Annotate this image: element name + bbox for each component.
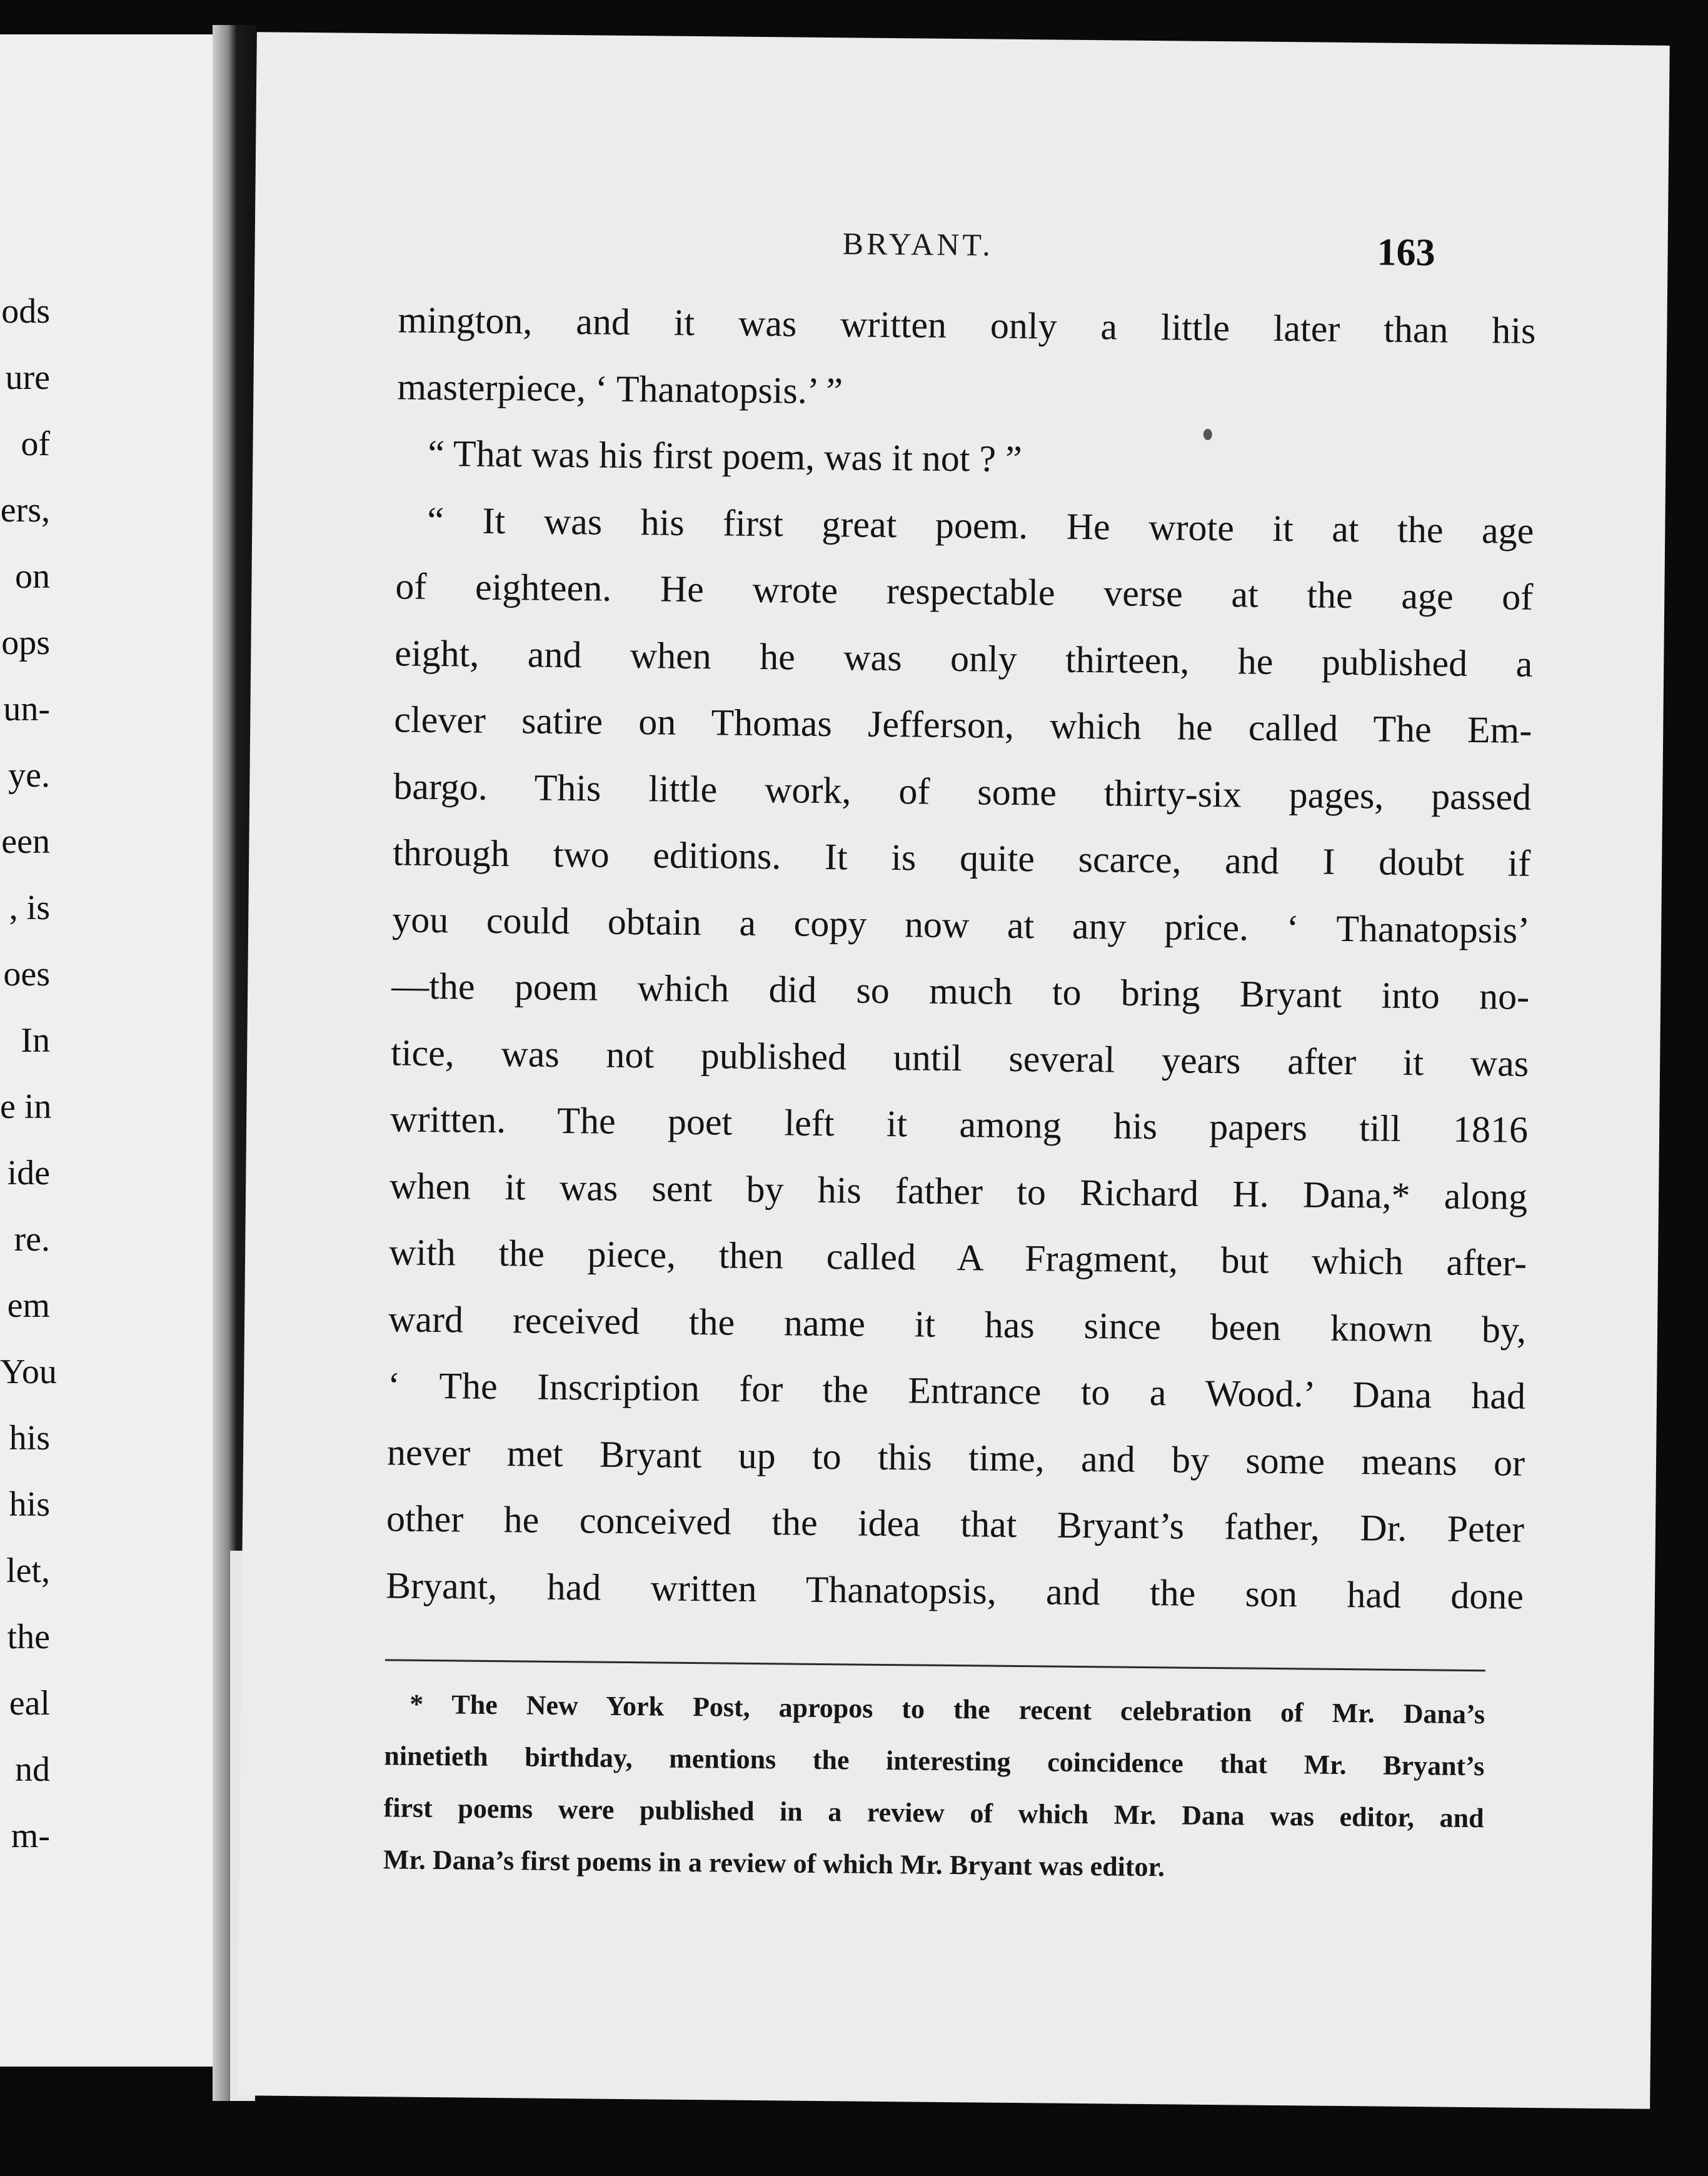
- text-line: clever satire on Thomas Jefferson, which he called The Em-: [394, 698, 1532, 751]
- previous-page-line: oes: [3, 955, 50, 994]
- text-line: mington, and it was written only a little later than his: [398, 299, 1536, 351]
- previous-page-line: een: [1, 822, 50, 861]
- previous-page-line: of: [21, 425, 50, 463]
- previous-page-line: ide: [7, 1154, 50, 1192]
- previous-page-line: ods: [1, 292, 50, 331]
- previous-page-line: In: [21, 1021, 50, 1060]
- book-page: [237, 32, 1670, 2109]
- previous-page-line: eal: [9, 1684, 50, 1723]
- text-line: you could obtain a copy now at any price. ‘ Thanatopsis’: [391, 898, 1530, 951]
- text-line: eight, and when he was only thirteen, he published a: [394, 632, 1533, 685]
- previous-page-line: un-: [3, 690, 50, 728]
- previous-page-line-ends: [0, 278, 57, 1869]
- text-line: with the piece, then called A Fragment, but which after-: [388, 1231, 1527, 1284]
- footnote-line: ninetieth birthday, mentions the interesting coincidence that Mr. Bryant’s: [384, 1740, 1485, 1782]
- text-line: ward received the name it has since been known by,: [388, 1297, 1527, 1351]
- text-line: ‘ The Inscription for the Entrance to a Wood.’ Dana had: [387, 1364, 1526, 1417]
- previous-page-line: ops: [1, 623, 50, 662]
- footnote-line: Mr. Dana’s first poems in a review of which Mr. Bryant was editor.: [383, 1844, 1165, 1883]
- previous-page-line: let,: [6, 1551, 50, 1590]
- footnote-line: * The New York Post, apropos to the recent celebration of Mr. Dana’s: [409, 1688, 1485, 1730]
- previous-page-line: nd: [15, 1750, 50, 1789]
- previous-page-line: You: [0, 1352, 57, 1391]
- running-head: BRYANT.: [842, 226, 994, 263]
- previous-page-line: ure: [5, 358, 50, 397]
- previous-page-edge: [0, 34, 226, 2067]
- previous-page-line: , is: [9, 889, 50, 927]
- footnote: [383, 1678, 1485, 1896]
- text-line: of eighteen. He wrote respectable verse at the age of: [395, 565, 1534, 618]
- body-text: [386, 286, 1536, 1629]
- text-line: Bryant, had written Thanatopsis, and the son had done: [385, 1564, 1524, 1617]
- previous-page-line: em: [7, 1286, 50, 1325]
- text-line: masterpiece, ‘ Thanatopsis.’ ”: [397, 365, 843, 411]
- previous-page-line: his: [9, 1419, 50, 1458]
- previous-page-line: on: [15, 557, 50, 596]
- previous-page-line: e in: [0, 1087, 52, 1126]
- footnote-line: first poems were published in a review of which Mr. Dana was editor, and: [383, 1792, 1484, 1834]
- footnote-rule: [385, 1659, 1485, 1671]
- text-line: written. The poet left it among his papers till 1816: [389, 1098, 1529, 1151]
- text-line: bargo. This little work, of some thirty-six pages, passed: [393, 765, 1532, 818]
- previous-page-line: the: [7, 1618, 50, 1656]
- text-line: —the poem which did so much to bring Bryant into no-: [391, 965, 1530, 1017]
- previous-page-line: ers,: [0, 491, 50, 530]
- text-line: “ That was his first poem, was it not ? ”: [428, 432, 1023, 480]
- previous-page-line: m-: [11, 1816, 50, 1855]
- text-line: “ It was his first great poem. He wrote it at the age: [427, 499, 1534, 552]
- previous-page-line: re.: [14, 1220, 50, 1259]
- text-line: never met Bryant up to this time, and by some means or: [386, 1431, 1525, 1484]
- text-line: through two editions. It is quite scarce, and I doubt if: [392, 832, 1531, 884]
- text-line: when it was sent by his father to Richard H. Dana,* along: [389, 1164, 1528, 1217]
- text-line: other he conceived the idea that Bryant’s father, Dr. Peter: [386, 1498, 1525, 1550]
- text-line: tice, was not published until several years after it was: [390, 1031, 1529, 1084]
- previous-page-line: ye.: [8, 756, 50, 795]
- ink-speck: [1203, 429, 1212, 440]
- page-number: 163: [1377, 231, 1435, 275]
- previous-page-line: his: [9, 1485, 50, 1524]
